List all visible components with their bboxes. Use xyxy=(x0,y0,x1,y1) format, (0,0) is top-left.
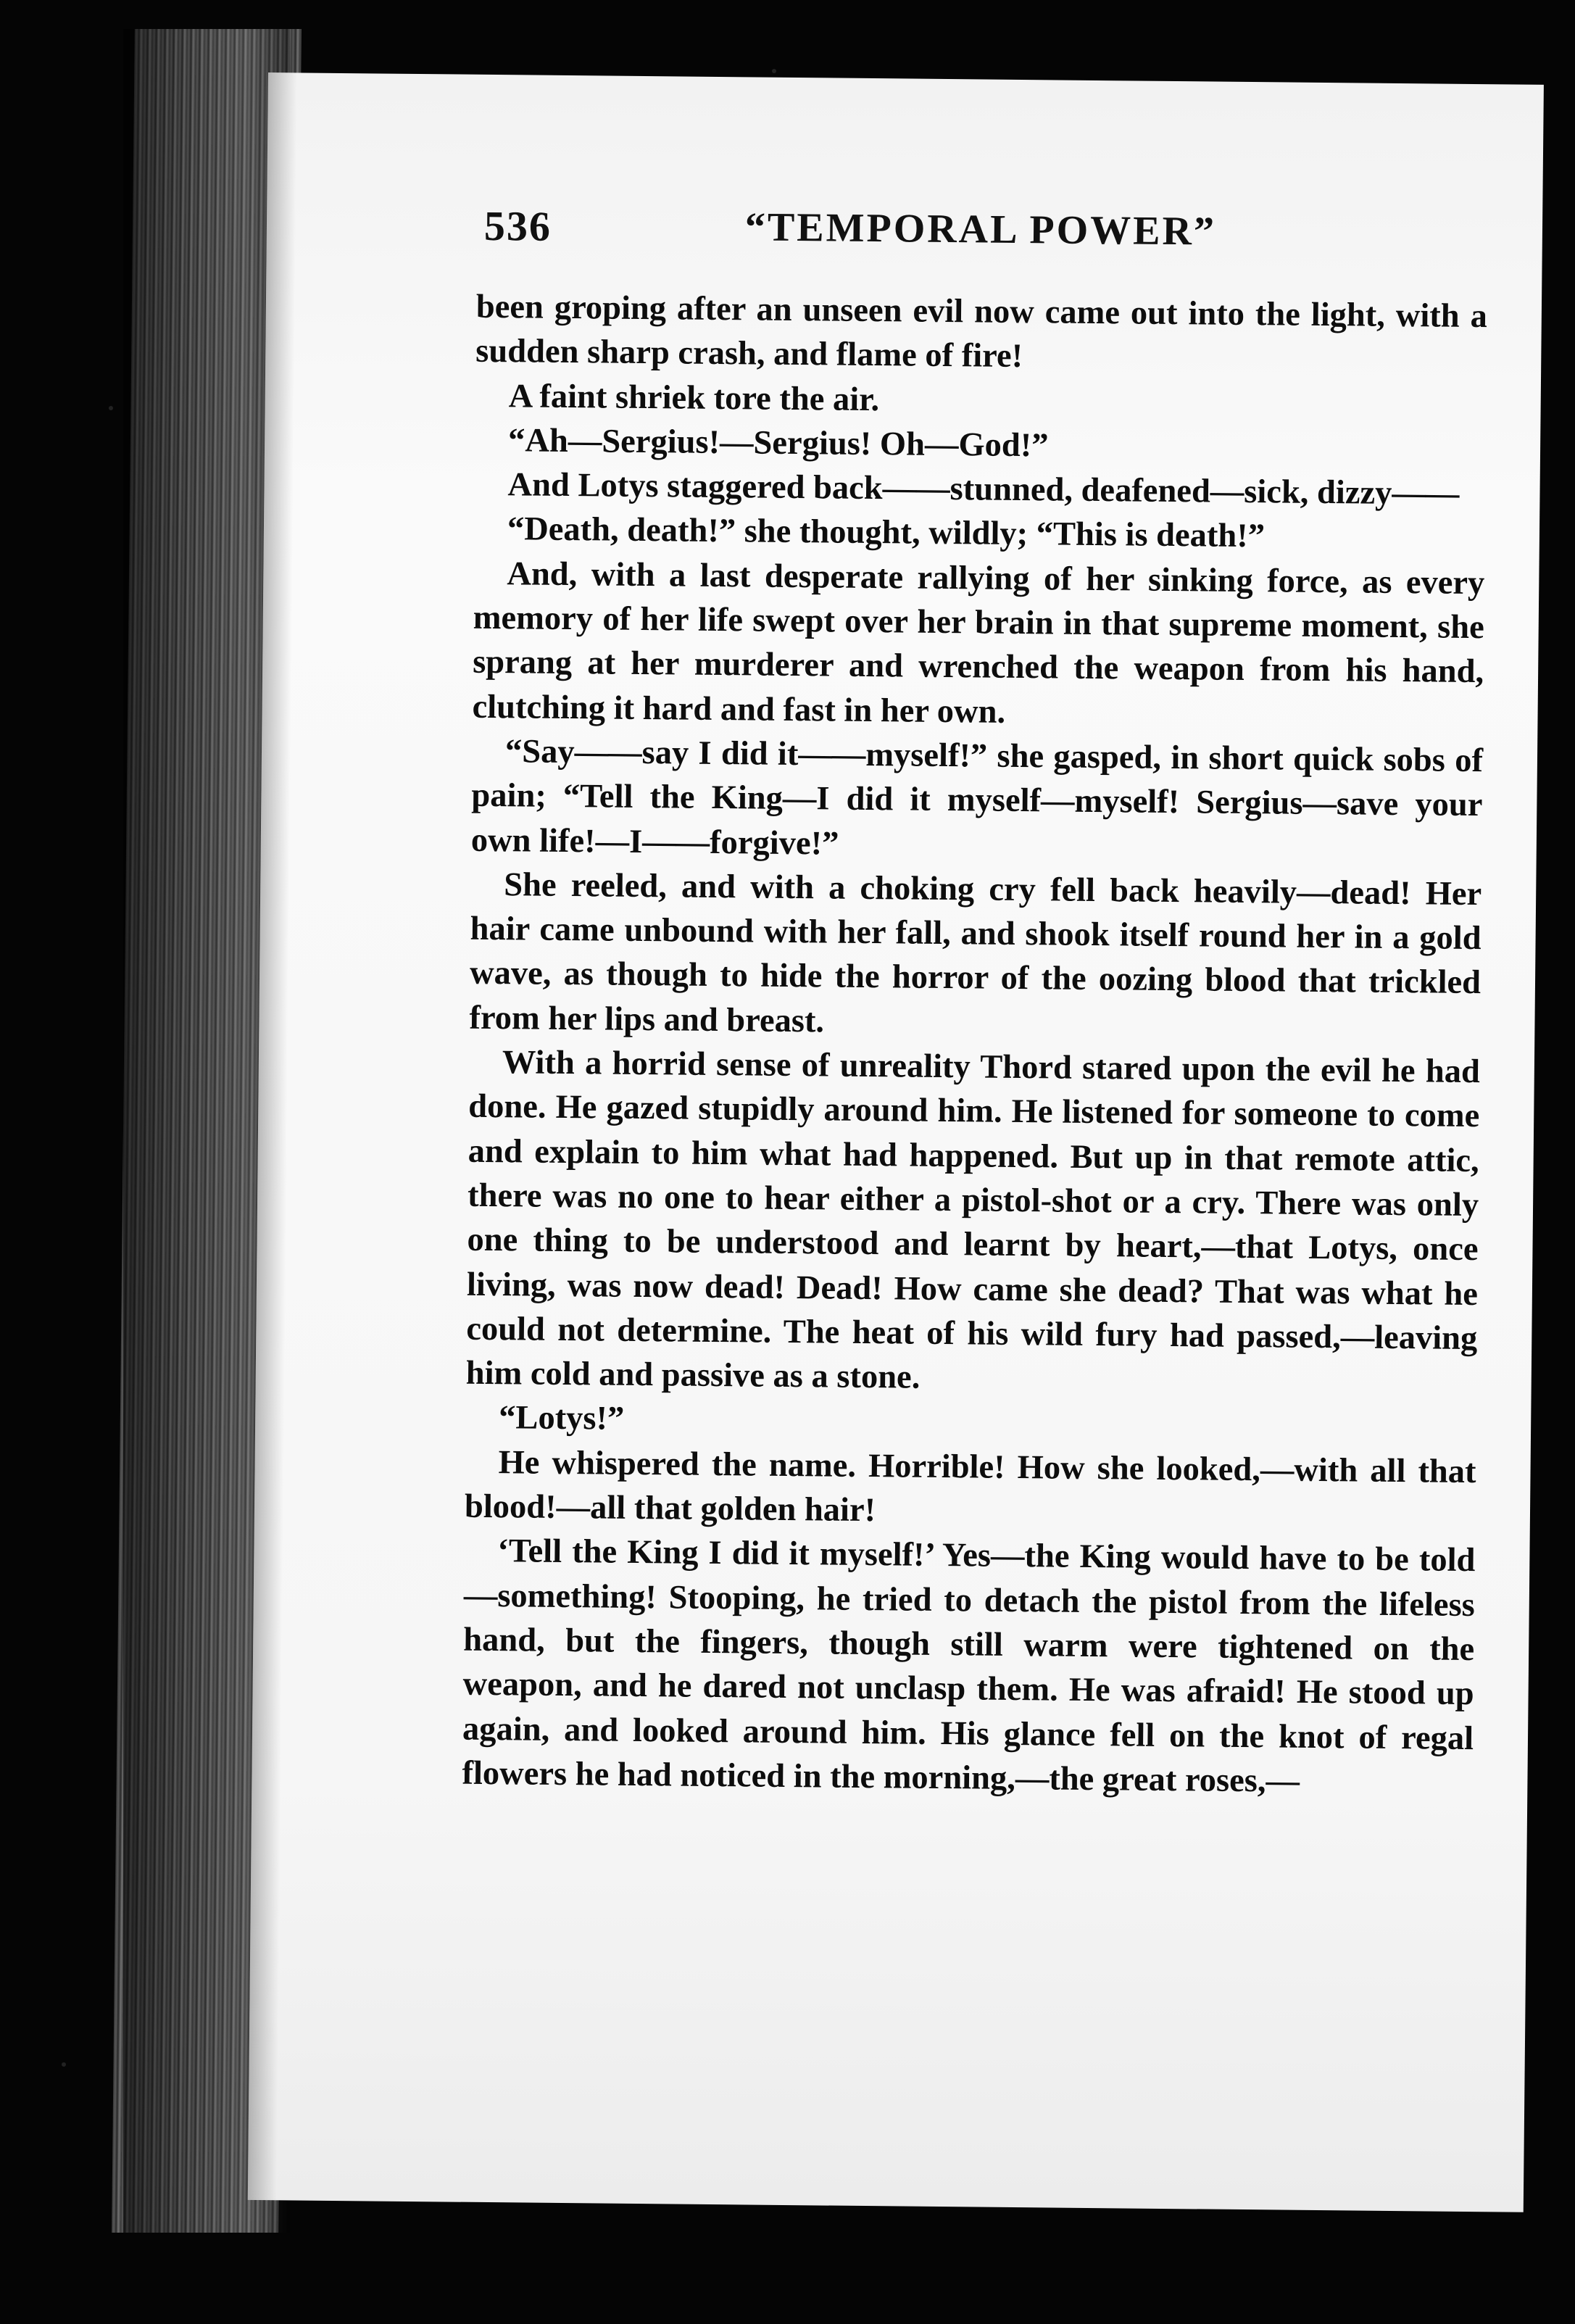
dust-speck xyxy=(772,69,776,73)
paragraph: And Lotys staggered back——stunned, deafened—sick, dizzy—— xyxy=(507,466,1460,512)
paragraph: “Death, death!” she thought, wildly; “This is death!” xyxy=(507,510,1266,555)
body-text xyxy=(462,285,1487,1805)
page-header xyxy=(483,202,1397,275)
paragraph: He whispered the name. Horrible! How she looked,—with all that blood!—all that golden hair! xyxy=(464,1443,1476,1530)
running-title: “TEMPORAL POWER” xyxy=(744,204,1217,254)
paragraph: “Lotys!” xyxy=(498,1399,625,1438)
book-page xyxy=(248,72,1544,2212)
paragraph: And, with a last desperate rallying of her sinking force, as every memory of her life swept over her brain in that supreme moment, she sprang at her murderer and wrenched the weapon from his hand, clutching it hard and fast in her own. xyxy=(472,555,1485,731)
paragraph: She reeled, and with a choking cry fell back heavily—dead! Her hair came unbound with her fall, and shook itself round her in a gold wave, as though to hide the horror of the oozing blood that trickled from her lips and breast. xyxy=(469,866,1482,1040)
paragraph: been groping after an unseen evil now came out into the light, with a sudden sharp crash, and flame of fire! xyxy=(475,288,1488,375)
paragraph: With a horrid sense of unreality Thord stared upon the evil he had done. He gazed stupidly around him. He listened for someone to come and explain to him what had happened. But up in that remote attic, there was no one to hear either a pistol-shot or a cry. There was only one thing to be understood and learnt by heart,—that Lotys, once living, was now dead! Dead! How came she dead? That was what he could not determine. The heat of his wild fury had passed,—leaving him cold and passive as a stone. xyxy=(465,1044,1481,1396)
dust-speck xyxy=(109,406,113,410)
page-number: 536 xyxy=(483,202,552,250)
paragraph: A faint shriek tore the air. xyxy=(508,377,880,418)
paragraph: “Say——say I did it——myself!” she gasped, in short quick sobs of pain; “Tell the King—I did it myself—myself! Sergius—save your own life!—I——forgive!” xyxy=(470,733,1484,863)
paragraph: ‘Tell the King I did it myself!’ Yes—the King would have to be told—something! Stooping, he tried to detach the pistol from the lifeless hand, but the fingers, though still warm were tightened on the weapon, and he dared not unclasp them. He was afraid! He stood up again, and looked around him. His glance fell on the knot of regal flowers he had noticed in the morning,—the great roses,— xyxy=(462,1532,1476,1800)
dust-speck xyxy=(62,2062,66,2067)
paragraph: “Ah—Sergius!—Sergius! Oh—God!” xyxy=(507,422,1049,465)
